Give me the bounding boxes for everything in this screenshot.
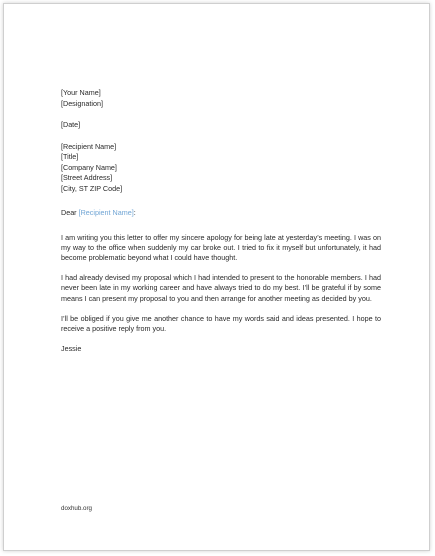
letter-page [3,3,430,551]
paragraph-proposal: I had already devised my proposal which I had intended to present to the honorable members. I had never been late in my working career and have always tried to do my best. I’ll be grateful if by some means I can present my proposal to you and then arrange for another meeting as decided by you. [61,273,381,303]
recipient-name: [Recipient Name] [61,141,117,151]
recipient-city: [City, ST ZIP Code] [61,183,123,193]
footer-source: doxhub.org [61,505,92,512]
salutation-suffix: : [133,208,136,217]
recipient-title: [Title] [61,152,79,161]
salutation-prefix: Dear [61,208,79,217]
sender-name: [Your Name] [61,88,101,97]
signature: Jessie [61,344,82,354]
letter-body [61,88,381,355]
paragraph-closing: I’ll be obliged if you give me another chance to have my words said and ideas presented. I hope to receive a positive reply from you. [61,313,381,333]
salutation [61,208,381,219]
sender-designation: [Designation] [61,98,103,108]
salutation-recipient-name: [Recipient Name] [78,208,134,217]
paragraph-apology: I am writing you this letter to offer my sincere apology for being late at yesterday’s meeting. I was on my way to the office when suddenly my car broke out. I tried to fix it myself but unfortunately, it had become problematic beyond what I could have thought. [61,232,381,262]
letter-date: [Date] [61,120,81,129]
recipient-street: [Street Address] [61,173,113,182]
recipient-company: [Company Name] [61,162,117,172]
